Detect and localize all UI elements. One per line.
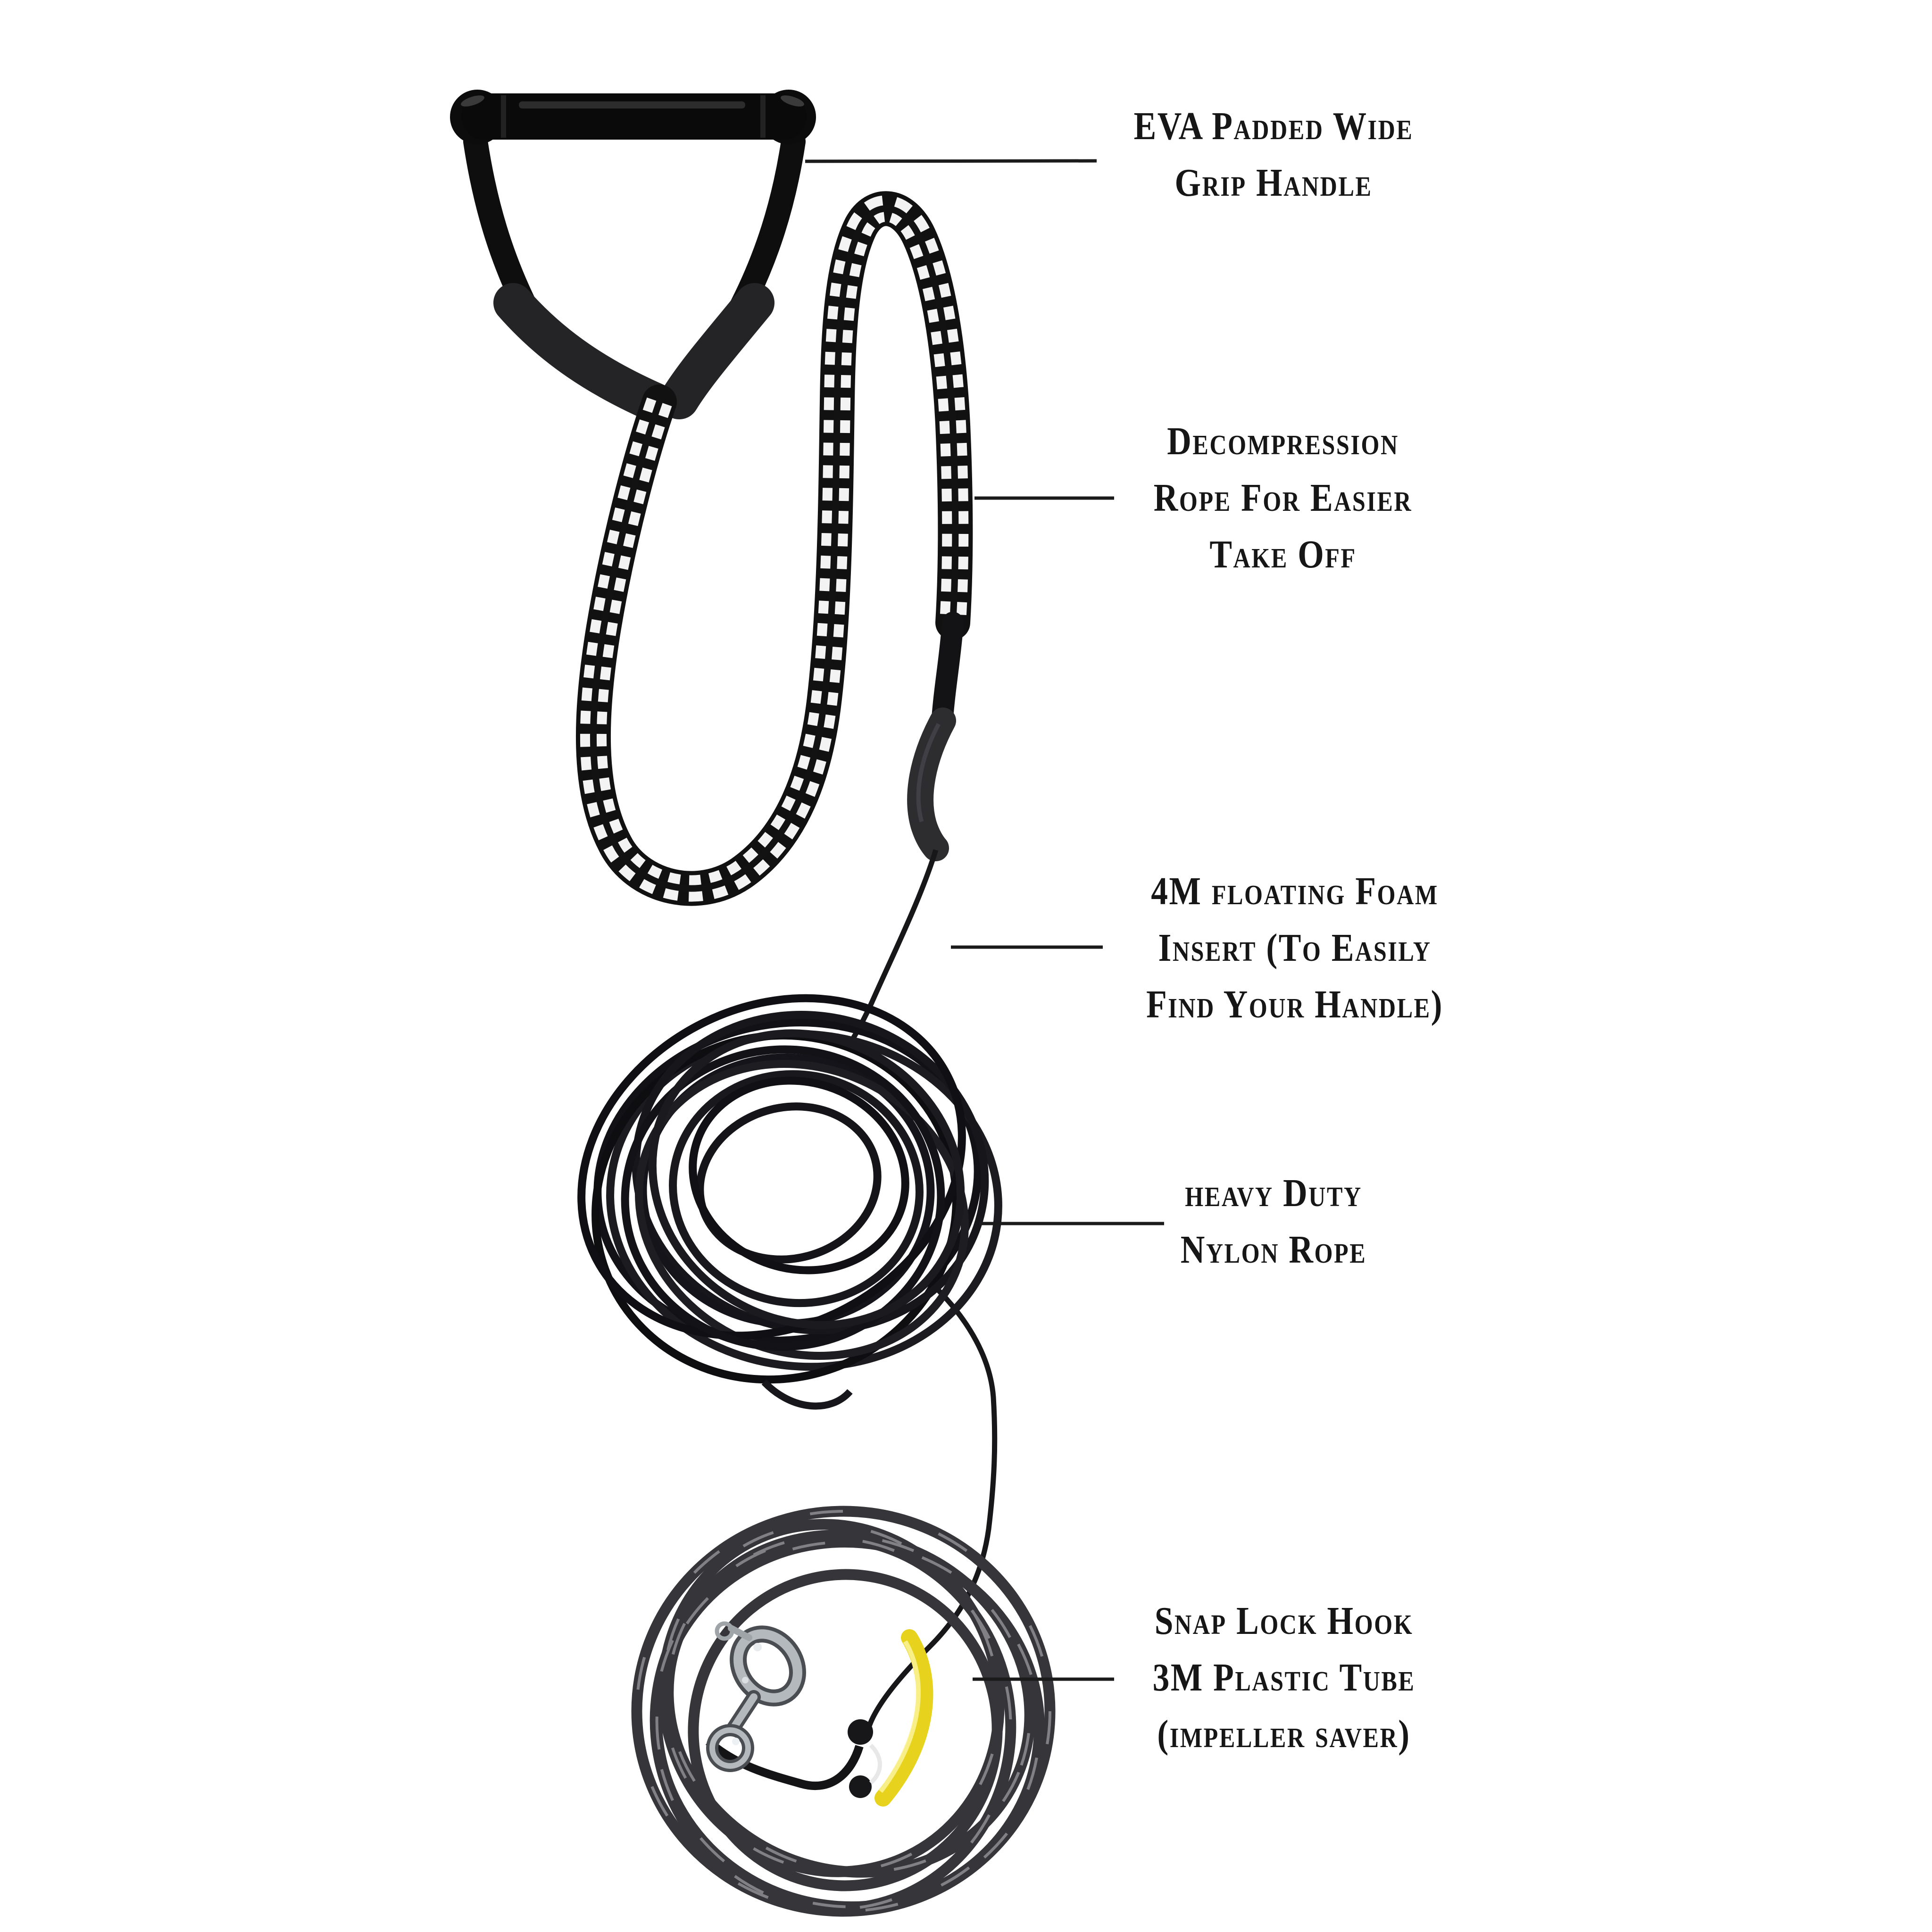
plastic-tube-coil-graphic <box>605 1467 1081 1932</box>
label-foam-line-2: Insert (To Easily <box>1158 926 1432 970</box>
snap-hook-graphic <box>708 1623 859 1786</box>
handle-bar-sheen <box>519 101 745 108</box>
nylon-coil-stray-strand <box>764 1382 850 1406</box>
hook-specular-dot <box>753 1643 762 1651</box>
label-foam-line-3: Find Your Handle) <box>1146 983 1443 1026</box>
rope-knot-upper <box>848 1719 873 1745</box>
label-hook-line-3: (impeller saver) <box>1157 1712 1411 1756</box>
label-decompression <box>1063 413 1504 583</box>
decompression-rope-graphic <box>593 208 955 888</box>
hook-specular-dot <box>732 1738 740 1745</box>
handle-graphic <box>450 90 816 403</box>
nylon-rope-coil-graphic <box>522 933 1021 1430</box>
label-hook <box>1064 1593 1505 1763</box>
braid-base <box>593 208 955 888</box>
label-decompression-line-2: Rope For Easier <box>1153 476 1413 520</box>
label-rope <box>1053 1165 1494 1278</box>
yellow-tube <box>883 1638 924 1798</box>
handle-foam-sleeve-left <box>513 303 656 403</box>
label-hook-line-1: Snap Lock Hook <box>1154 1599 1414 1643</box>
label-rope-line-1: heavy Duty <box>1185 1171 1362 1215</box>
label-foam <box>1074 863 1516 1033</box>
label-handle-line-1: EVA Padded Wide <box>1133 104 1414 148</box>
label-hook-line-2: 3M Plastic Tube <box>1152 1656 1416 1699</box>
label-rope-line-2: Nylon Rope <box>1180 1228 1367 1272</box>
handle-bar <box>461 93 807 140</box>
handle-foam-sleeve-right <box>679 303 755 400</box>
yellow-tube-graphic <box>881 1638 924 1798</box>
label-foam-line-1: 4M floating Foam <box>1151 869 1439 913</box>
braid-center-spine <box>593 208 955 888</box>
hook-specular-dot <box>742 1677 749 1683</box>
handle-collar-right <box>760 95 766 138</box>
braid-white-weave <box>593 208 955 888</box>
foam-insert-graphic <box>918 721 943 848</box>
label-decompression-line-1: Decompression <box>1167 419 1399 463</box>
label-handle-line-2: Grip Handle <box>1174 161 1373 205</box>
rope-knot-lower <box>849 1775 872 1798</box>
label-handle <box>1053 98 1494 211</box>
label-decompression-line-3: Take Off <box>1209 533 1357 576</box>
knot-white-cord <box>871 1745 880 1783</box>
handle-collar-left <box>501 95 506 138</box>
